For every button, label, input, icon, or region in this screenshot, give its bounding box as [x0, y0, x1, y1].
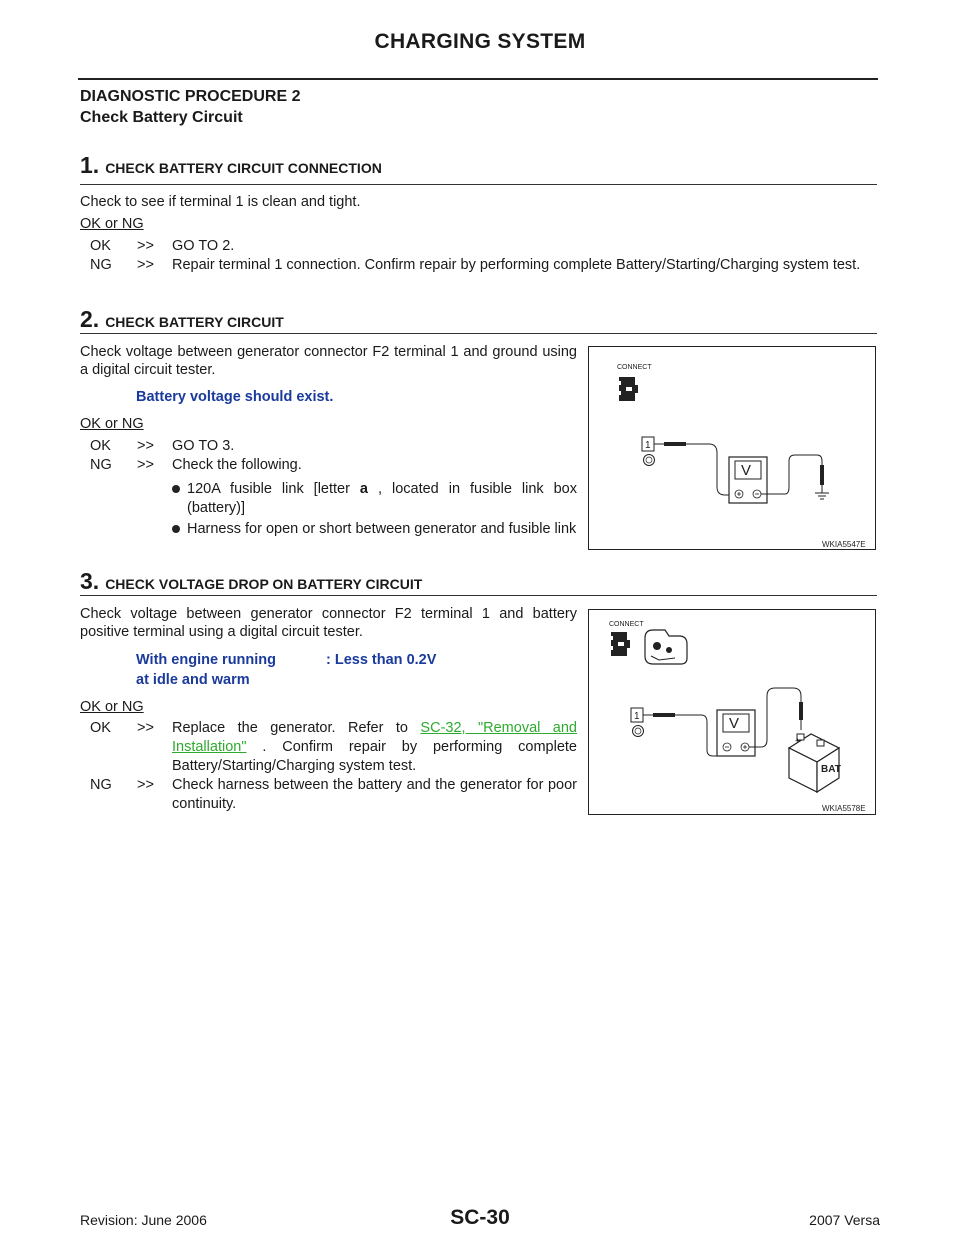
step-1-ok-ng: OK or NG: [80, 216, 144, 232]
connector-icon: [608, 632, 630, 656]
circuit-diagram-battery: [589, 610, 875, 814]
step-1-number: 1.: [80, 152, 100, 178]
result-text: GO TO 3.: [172, 438, 235, 454]
connect-label: CONNECT: [617, 364, 652, 371]
test-probe-right: [761, 455, 824, 494]
bullet-dot: [172, 485, 180, 493]
step-3-text: Check voltage between generator connector F2 terminal 1 and battery positive terminal using a digital circuit tester.: [80, 606, 577, 640]
step-3-spec-value: : Less than 0.2V: [326, 652, 437, 668]
result-text: GO TO 2.: [172, 238, 235, 254]
result-arrow: >>: [137, 238, 154, 254]
step-1-title: CHECK BATTERY CIRCUIT CONNECTION: [105, 160, 382, 176]
bullet-dot: [172, 525, 180, 533]
generator-connector-icon: [645, 630, 687, 664]
result-text: Check harness between the battery and the generator for poor continuity.: [172, 777, 577, 812]
result-text: Repair terminal 1 connection. Confirm repair by performing complete Battery/Starting/Charging system test.: [172, 257, 861, 273]
result-arrow: >>: [137, 720, 154, 736]
step-2-heading: [80, 306, 284, 333]
test-probe-left: [654, 442, 737, 495]
footer-model: 2007 Versa: [809, 1212, 880, 1228]
meter-letter: V: [729, 715, 740, 732]
result-text: Check the following.: [172, 457, 302, 473]
figure-wkia5547e: [588, 346, 876, 550]
result-code: OK: [90, 238, 111, 254]
step-2-ok-ng: OK or NG: [80, 416, 144, 432]
svg-text:+: +: [795, 736, 801, 746]
connector-icon: [616, 377, 638, 401]
result-code: OK: [90, 438, 111, 454]
step-3-title: CHECK VOLTAGE DROP ON BATTERY CIRCUIT: [105, 576, 423, 592]
terminal-pin: [631, 708, 644, 737]
step-2-number: 2.: [80, 306, 100, 332]
battery-label: BAT: [821, 764, 841, 775]
page-title: CHARGING SYSTEM: [374, 30, 586, 53]
figure-id: WKIA5578E: [822, 804, 866, 813]
result-code: OK: [90, 720, 111, 736]
voltmeter-icon: [717, 710, 755, 756]
step-1-rule: [80, 184, 877, 185]
step-3-heading: [80, 568, 422, 595]
step-1-text: Check to see if terminal 1 is clean and tight.: [80, 194, 361, 210]
procedure-title: DIAGNOSTIC PROCEDURE 2: [80, 88, 301, 105]
bullet-text: 120A fusible link [letter a , located in fusible link box (battery)]: [187, 481, 577, 516]
bullet-text: Harness for open or short between generator and fusible link: [187, 521, 577, 537]
footer-revision: Revision: June 2006: [80, 1212, 207, 1228]
meter-letter: V: [741, 462, 752, 479]
step-3-number: 3.: [80, 568, 100, 594]
step-2-text: Check voltage between generator connector F2 terminal 1 and ground using a digital circuit tester.: [80, 344, 577, 378]
voltmeter-icon: [729, 457, 767, 503]
procedure-subtitle: Check Battery Circuit: [80, 109, 243, 126]
page-number: SC-30: [450, 1206, 510, 1229]
battery-icon: [789, 734, 841, 792]
result-code: NG: [90, 457, 112, 473]
step-3-rule: [80, 595, 877, 596]
connect-label: CONNECT: [609, 621, 644, 628]
result-arrow: >>: [137, 257, 154, 273]
step-3-spec-condition: With engine running at idle and warm: [136, 652, 277, 688]
figure-id: WKIA5547E: [822, 540, 866, 549]
step-2-rule: [80, 333, 877, 334]
result-arrow: >>: [137, 457, 154, 473]
ground-icon: [815, 493, 829, 499]
terminal-number: 1: [634, 711, 640, 722]
terminal-number: 1: [645, 440, 651, 451]
removal-installation-link[interactable]: SC-32, "Removal and Installation": [172, 720, 577, 755]
test-probe-left: [643, 713, 719, 756]
header-rule: [78, 78, 878, 80]
step-1-heading: [80, 152, 382, 179]
result-code: NG: [90, 777, 112, 793]
step-2-title: CHECK BATTERY CIRCUIT: [105, 314, 284, 330]
result-code: NG: [90, 257, 112, 273]
step-2-spec: Battery voltage should exist.: [136, 389, 334, 405]
terminal-pin: [642, 437, 655, 466]
result-arrow: >>: [137, 777, 154, 793]
circuit-diagram-ground: [589, 347, 875, 549]
result-arrow: >>: [137, 438, 154, 454]
figure-wkia5578e: [588, 609, 876, 815]
result-text: Replace the generator. Refer to SC-32, "Removal and Installation" . Confirm repair by performing complete Battery/Starting/Charging system test.: [172, 720, 577, 774]
step-3-ok-ng: OK or NG: [80, 699, 144, 715]
